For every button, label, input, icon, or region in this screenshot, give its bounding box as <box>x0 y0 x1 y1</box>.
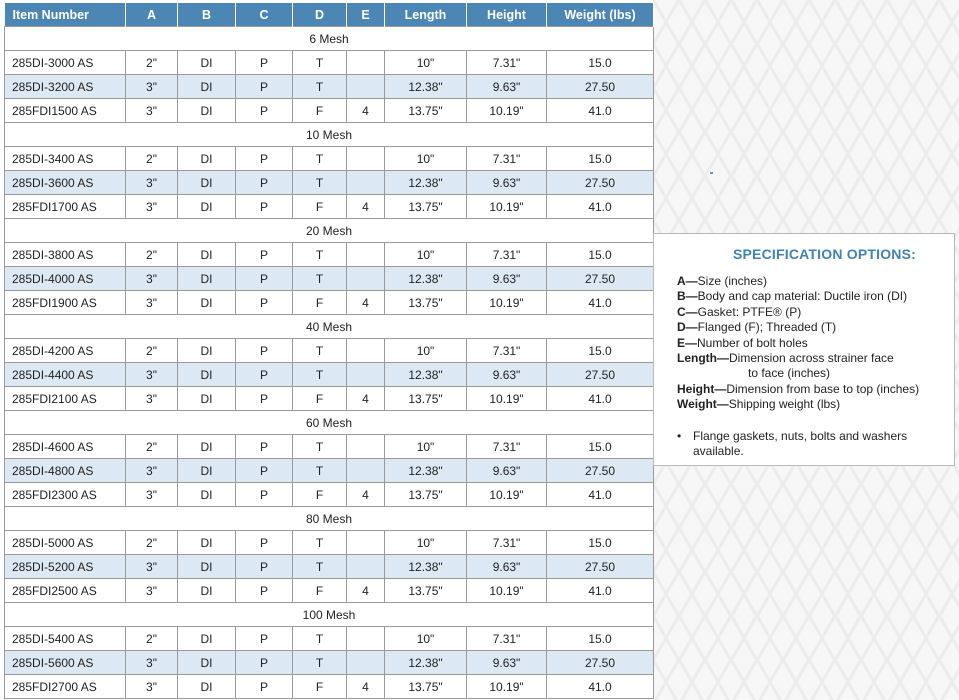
cell-bolt-holes-e <box>347 459 385 483</box>
cell-item-number: 285FDI1700 AS <box>5 195 126 219</box>
cell-connection-d: T <box>293 459 347 483</box>
cell-length: 10" <box>385 627 467 651</box>
cell-size-a: 2" <box>126 51 178 75</box>
cell-connection-d: F <box>293 291 347 315</box>
spec-option-text: Flanged (F); Threaded (T) <box>697 320 837 335</box>
cell-item-number: 285DI-4400 AS <box>5 363 126 387</box>
cell-item-number: 285DI-3200 AS <box>5 75 126 99</box>
cell-bolt-holes-e <box>347 75 385 99</box>
cell-gasket-c: P <box>236 531 293 555</box>
cell-item-number: 285DI-5200 AS <box>5 555 126 579</box>
cell-size-a: 3" <box>126 171 178 195</box>
cell-bolt-holes-e <box>347 555 385 579</box>
cell-material-b: DI <box>178 243 236 267</box>
cell-gasket-c: P <box>236 363 293 387</box>
cell-height: 7.31" <box>467 435 547 459</box>
cell-connection-d: T <box>293 171 347 195</box>
cell-weight: 27.50 <box>547 555 654 579</box>
cell-gasket-c: P <box>236 651 293 675</box>
cell-height: 7.31" <box>467 147 547 171</box>
cell-bolt-holes-e: 4 <box>347 579 385 603</box>
cell-weight: 27.50 <box>547 171 654 195</box>
cell-connection-d: T <box>293 651 347 675</box>
cell-length: 12.38" <box>385 363 467 387</box>
spec-option <box>677 320 944 335</box>
cell-size-a: 2" <box>126 627 178 651</box>
cell-material-b: DI <box>178 171 236 195</box>
table-row <box>5 675 654 699</box>
cell-size-a: 3" <box>126 195 178 219</box>
mesh-group-title: 10 Mesh <box>5 123 654 147</box>
cell-bolt-holes-e: 4 <box>347 675 385 699</box>
cell-item-number: 285FDI2700 AS <box>5 675 126 699</box>
cell-bolt-holes-e <box>347 651 385 675</box>
mesh-group-title: 100 Mesh <box>5 603 654 627</box>
mesh-group-title: 60 Mesh <box>5 411 654 435</box>
cell-size-a: 3" <box>126 651 178 675</box>
cell-gasket-c: P <box>236 243 293 267</box>
spec-note <box>677 429 944 459</box>
cell-material-b: DI <box>178 555 236 579</box>
cell-height: 7.31" <box>467 627 547 651</box>
table-row <box>5 51 654 75</box>
cell-height: 9.63" <box>467 459 547 483</box>
cell-length: 13.75" <box>385 675 467 699</box>
cell-length: 10" <box>385 531 467 555</box>
table-row <box>5 267 654 291</box>
table-row <box>5 75 654 99</box>
cell-size-a: 2" <box>126 435 178 459</box>
spec-option-text: Dimension from base to top (inches) <box>726 381 920 396</box>
cell-height: 10.19" <box>467 387 547 411</box>
spec-option <box>677 382 944 397</box>
spec-option-text: Number of bolt holes <box>697 335 808 350</box>
cell-weight: 41.0 <box>547 579 654 603</box>
cell-item-number: 285FDI1500 AS <box>5 99 126 123</box>
table-row <box>5 651 654 675</box>
cell-bolt-holes-e <box>347 435 385 459</box>
table-row <box>5 483 654 507</box>
cell-length: 10" <box>385 339 467 363</box>
cell-connection-d: T <box>293 627 347 651</box>
spec-option-continuation: to face (inches) <box>748 366 831 381</box>
cell-gasket-c: P <box>236 339 293 363</box>
cell-material-b: DI <box>178 75 236 99</box>
cell-height: 9.63" <box>467 363 547 387</box>
cell-material-b: DI <box>178 51 236 75</box>
cell-item-number: 285FDI2100 AS <box>5 387 126 411</box>
cell-size-a: 2" <box>126 531 178 555</box>
cell-connection-d: F <box>293 483 347 507</box>
cell-height: 10.19" <box>467 195 547 219</box>
cell-length: 13.75" <box>385 483 467 507</box>
cell-connection-d: F <box>293 579 347 603</box>
cell-gasket-c: P <box>236 75 293 99</box>
cell-item-number: 285DI-4000 AS <box>5 267 126 291</box>
cell-material-b: DI <box>178 267 236 291</box>
cell-item-number: 285DI-4600 AS <box>5 435 126 459</box>
cell-length: 12.38" <box>385 75 467 99</box>
cell-height: 10.19" <box>467 579 547 603</box>
cell-material-b: DI <box>178 195 236 219</box>
cell-weight: 27.50 <box>547 75 654 99</box>
cell-gasket-c: P <box>236 459 293 483</box>
cell-bolt-holes-e: 4 <box>347 195 385 219</box>
mesh-group-row <box>5 603 654 627</box>
cell-length: 12.38" <box>385 555 467 579</box>
cell-bolt-holes-e <box>347 147 385 171</box>
cell-material-b: DI <box>178 531 236 555</box>
cell-size-a: 3" <box>126 675 178 699</box>
cell-height: 9.63" <box>467 171 547 195</box>
cell-gasket-c: P <box>236 51 293 75</box>
cell-connection-d: T <box>293 531 347 555</box>
spec-option <box>677 289 944 304</box>
cell-height: 7.31" <box>467 339 547 363</box>
table-row <box>5 555 654 579</box>
cell-length: 12.38" <box>385 459 467 483</box>
spec-note-text: Flange gaskets, nuts, bolts and washers available. <box>693 428 908 458</box>
spec-option-text: Size (inches) <box>697 274 768 288</box>
spec-option-text: Dimension across strainer face <box>729 351 894 366</box>
cell-size-a: 2" <box>126 339 178 363</box>
decorative-mark <box>710 172 713 174</box>
spec-option-key: E— <box>677 335 698 350</box>
mesh-group-title: 20 Mesh <box>5 219 654 243</box>
cell-bolt-holes-e <box>347 531 385 555</box>
cell-weight: 15.0 <box>547 531 654 555</box>
product-table <box>4 3 654 699</box>
cell-gasket-c: P <box>236 267 293 291</box>
cell-length: 13.75" <box>385 387 467 411</box>
bullet-icon: • <box>677 428 682 443</box>
cell-weight: 41.0 <box>547 483 654 507</box>
cell-item-number: 285FDI2300 AS <box>5 483 126 507</box>
cell-connection-d: F <box>293 99 347 123</box>
cell-item-number: 285DI-4200 AS <box>5 339 126 363</box>
cell-size-a: 2" <box>126 147 178 171</box>
cell-material-b: DI <box>178 291 236 315</box>
cell-weight: 15.0 <box>547 627 654 651</box>
cell-height: 10.19" <box>467 675 547 699</box>
cell-size-a: 3" <box>126 483 178 507</box>
table-row <box>5 243 654 267</box>
cell-connection-d: T <box>293 363 347 387</box>
table-row <box>5 147 654 171</box>
cell-bolt-holes-e <box>347 339 385 363</box>
header-e: E <box>347 3 385 27</box>
cell-gasket-c: P <box>236 627 293 651</box>
cell-height: 7.31" <box>467 531 547 555</box>
cell-length: 13.75" <box>385 291 467 315</box>
cell-gasket-c: P <box>236 579 293 603</box>
cell-size-a: 3" <box>126 75 178 99</box>
cell-connection-d: T <box>293 339 347 363</box>
cell-item-number: 285FDI2500 AS <box>5 579 126 603</box>
cell-weight: 41.0 <box>547 675 654 699</box>
spec-option-text: Gasket: PTFE® (P) <box>697 304 802 319</box>
cell-weight: 27.50 <box>547 651 654 675</box>
cell-material-b: DI <box>178 339 236 363</box>
table-row <box>5 171 654 195</box>
header-weight: Weight (lbs) <box>547 3 654 27</box>
cell-material-b: DI <box>178 675 236 699</box>
cell-item-number: 285DI-5000 AS <box>5 531 126 555</box>
table-row <box>5 339 654 363</box>
table-header-row <box>5 3 654 27</box>
cell-item-number: 285DI-3800 AS <box>5 243 126 267</box>
mesh-group-row <box>5 411 654 435</box>
cell-weight: 41.0 <box>547 195 654 219</box>
cell-length: 12.38" <box>385 651 467 675</box>
cell-height: 7.31" <box>467 51 547 75</box>
cell-connection-d: F <box>293 675 347 699</box>
cell-connection-d: F <box>293 387 347 411</box>
cell-material-b: DI <box>178 99 236 123</box>
header-c: C <box>236 3 293 27</box>
cell-item-number: 285DI-3400 AS <box>5 147 126 171</box>
cell-size-a: 3" <box>126 363 178 387</box>
spec-option <box>677 351 944 382</box>
cell-gasket-c: P <box>236 147 293 171</box>
cell-gasket-c: P <box>236 195 293 219</box>
cell-connection-d: T <box>293 51 347 75</box>
table-row <box>5 195 654 219</box>
cell-connection-d: T <box>293 147 347 171</box>
table-row <box>5 531 654 555</box>
cell-weight: 41.0 <box>547 99 654 123</box>
cell-size-a: 3" <box>126 267 178 291</box>
cell-material-b: DI <box>178 483 236 507</box>
spec-option-key: Length— <box>677 351 729 366</box>
cell-material-b: DI <box>178 579 236 603</box>
spec-option-text: Body and cap material: Ductile iron (DI) <box>697 289 908 304</box>
table-row <box>5 99 654 123</box>
mesh-group-row <box>5 219 654 243</box>
table-row <box>5 387 654 411</box>
mesh-group-row <box>5 507 654 531</box>
cell-height: 9.63" <box>467 75 547 99</box>
cell-height: 10.19" <box>467 483 547 507</box>
spec-option-text: Shipping weight (lbs) <box>728 397 841 412</box>
mesh-group-row <box>5 123 654 147</box>
table-body <box>5 27 654 699</box>
cell-bolt-holes-e <box>347 243 385 267</box>
cell-weight: 15.0 <box>547 51 654 75</box>
cell-connection-d: T <box>293 75 347 99</box>
table-row <box>5 291 654 315</box>
cell-length: 10" <box>385 243 467 267</box>
spec-option <box>677 274 944 289</box>
cell-gasket-c: P <box>236 483 293 507</box>
header-length: Length <box>385 3 467 27</box>
cell-bolt-holes-e: 4 <box>347 99 385 123</box>
table-row <box>5 363 654 387</box>
cell-item-number: 285DI-3000 AS <box>5 51 126 75</box>
cell-length: 10" <box>385 435 467 459</box>
cell-material-b: DI <box>178 459 236 483</box>
cell-bolt-holes-e <box>347 267 385 291</box>
spec-option <box>677 336 944 351</box>
header-item-number: Item Number <box>5 3 126 27</box>
cell-height: 10.19" <box>467 99 547 123</box>
cell-weight: 27.50 <box>547 459 654 483</box>
cell-bolt-holes-e <box>347 51 385 75</box>
cell-item-number: 285DI-5600 AS <box>5 651 126 675</box>
cell-weight: 27.50 <box>547 267 654 291</box>
cell-material-b: DI <box>178 651 236 675</box>
cell-gasket-c: P <box>236 99 293 123</box>
cell-size-a: 3" <box>126 387 178 411</box>
cell-length: 13.75" <box>385 99 467 123</box>
cell-item-number: 285DI-3600 AS <box>5 171 126 195</box>
specification-options-panel <box>653 233 955 466</box>
cell-gasket-c: P <box>236 171 293 195</box>
cell-bolt-holes-e: 4 <box>347 291 385 315</box>
spec-option-key: B— <box>677 289 698 304</box>
cell-material-b: DI <box>178 435 236 459</box>
cell-weight: 41.0 <box>547 387 654 411</box>
mesh-group-title: 80 Mesh <box>5 507 654 531</box>
cell-gasket-c: P <box>236 555 293 579</box>
spec-option <box>677 305 944 320</box>
spec-options-list <box>677 274 944 413</box>
cell-length: 10" <box>385 51 467 75</box>
cell-weight: 15.0 <box>547 435 654 459</box>
spec-option-key: A— <box>677 274 698 288</box>
cell-material-b: DI <box>178 627 236 651</box>
cell-bolt-holes-e <box>347 627 385 651</box>
cell-item-number: 285DI-4800 AS <box>5 459 126 483</box>
cell-size-a: 3" <box>126 579 178 603</box>
cell-connection-d: T <box>293 243 347 267</box>
cell-weight: 15.0 <box>547 339 654 363</box>
cell-length: 13.75" <box>385 579 467 603</box>
header-b: B <box>178 3 236 27</box>
cell-size-a: 3" <box>126 291 178 315</box>
header-height: Height <box>467 3 547 27</box>
spec-option-key: D— <box>677 320 698 335</box>
cell-length: 12.38" <box>385 171 467 195</box>
cell-connection-d: T <box>293 555 347 579</box>
cell-bolt-holes-e: 4 <box>347 387 385 411</box>
table-row <box>5 627 654 651</box>
cell-weight: 41.0 <box>547 291 654 315</box>
cell-size-a: 3" <box>126 99 178 123</box>
cell-height: 9.63" <box>467 651 547 675</box>
mesh-group-row <box>5 315 654 339</box>
cell-weight: 27.50 <box>547 363 654 387</box>
cell-height: 10.19" <box>467 291 547 315</box>
spec-title: SPECIFICATION OPTIONS: <box>732 246 917 262</box>
cell-size-a: 3" <box>126 459 178 483</box>
spec-option-key: Height— <box>677 381 727 396</box>
cell-weight: 15.0 <box>547 243 654 267</box>
cell-material-b: DI <box>178 363 236 387</box>
cell-length: 10" <box>385 147 467 171</box>
table-row <box>5 459 654 483</box>
cell-material-b: DI <box>178 147 236 171</box>
header-d: D <box>293 3 347 27</box>
cell-bolt-holes-e <box>347 363 385 387</box>
cell-gasket-c: P <box>236 387 293 411</box>
cell-item-number: 285DI-5400 AS <box>5 627 126 651</box>
cell-weight: 15.0 <box>547 147 654 171</box>
header-a: A <box>126 3 178 27</box>
spec-option <box>677 397 944 412</box>
cell-connection-d: T <box>293 435 347 459</box>
spec-option-key: C— <box>677 304 698 319</box>
cell-height: 7.31" <box>467 243 547 267</box>
cell-gasket-c: P <box>236 435 293 459</box>
cell-bolt-holes-e: 4 <box>347 483 385 507</box>
mesh-group-row <box>5 27 654 51</box>
cell-item-number: 285FDI1900 AS <box>5 291 126 315</box>
cell-gasket-c: P <box>236 291 293 315</box>
cell-connection-d: T <box>293 267 347 291</box>
table-row <box>5 579 654 603</box>
cell-size-a: 3" <box>126 555 178 579</box>
mesh-group-title: 6 Mesh <box>5 27 654 51</box>
cell-size-a: 2" <box>126 243 178 267</box>
cell-length: 12.38" <box>385 267 467 291</box>
spec-option-key: Weight— <box>677 397 729 412</box>
cell-material-b: DI <box>178 387 236 411</box>
cell-length: 13.75" <box>385 195 467 219</box>
cell-gasket-c: P <box>236 675 293 699</box>
cell-height: 9.63" <box>467 267 547 291</box>
mesh-group-title: 40 Mesh <box>5 315 654 339</box>
cell-connection-d: F <box>293 195 347 219</box>
cell-height: 9.63" <box>467 555 547 579</box>
cell-bolt-holes-e <box>347 171 385 195</box>
table-row <box>5 435 654 459</box>
